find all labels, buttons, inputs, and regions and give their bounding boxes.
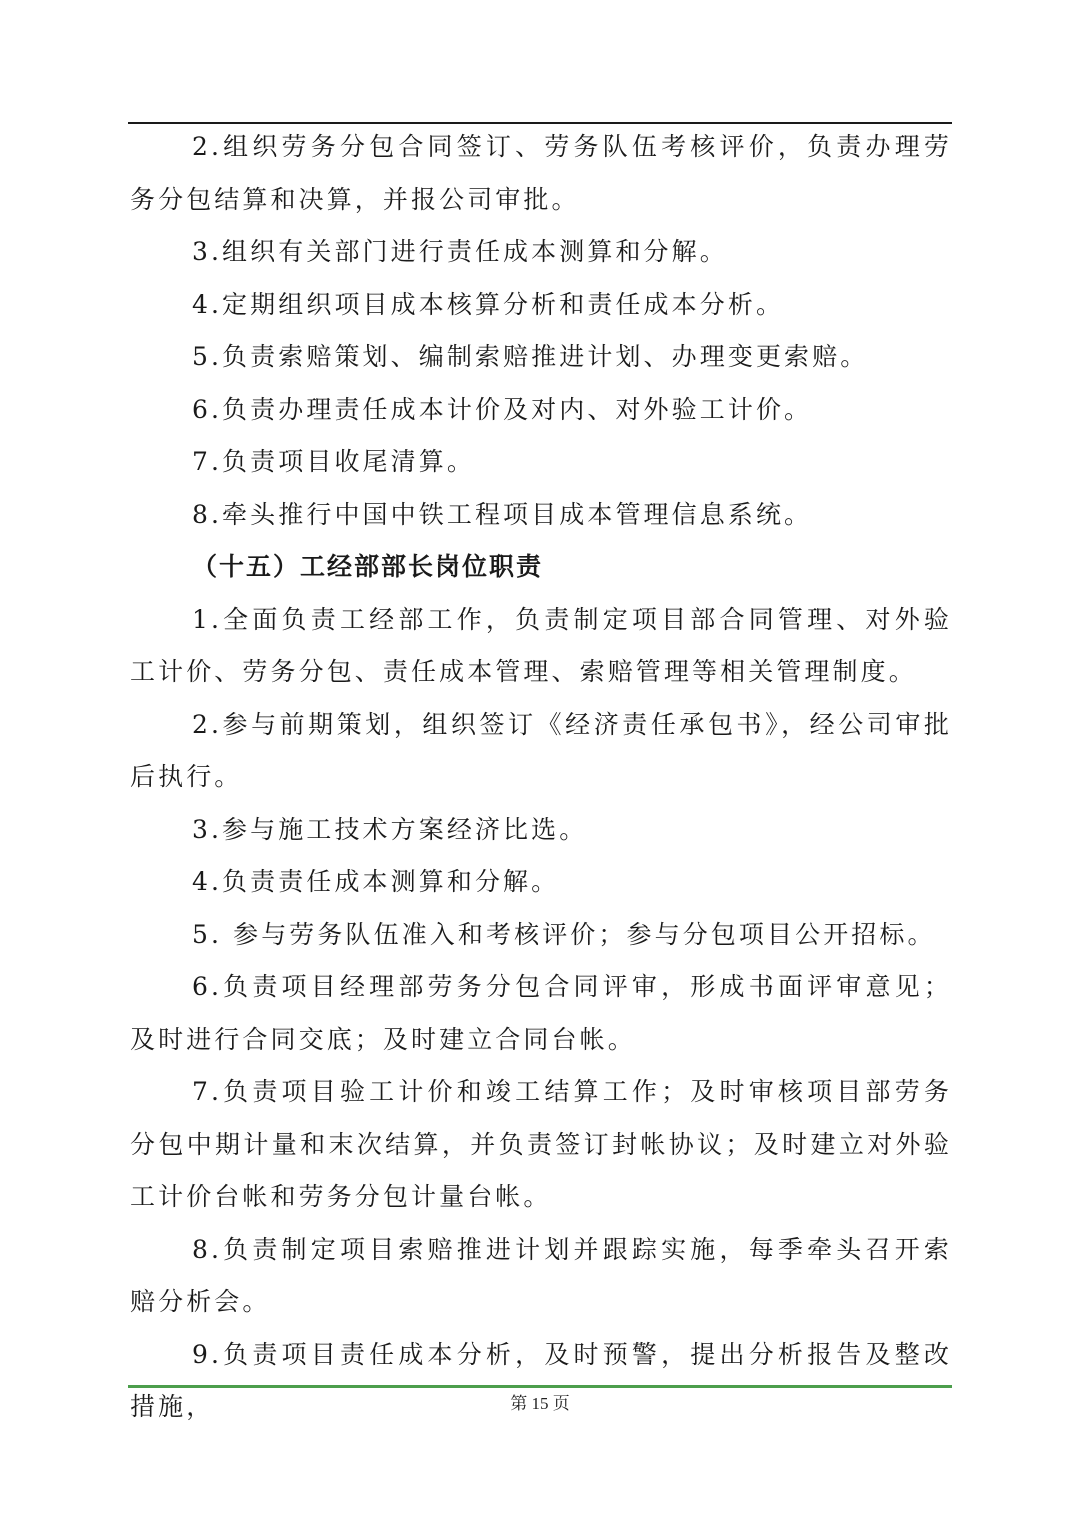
paragraph-item-8: 8.牵头推行中国中铁工程项目成本管理信息系统。 (192, 499, 813, 529)
duty-item-5: 5. 参与劳务队伍准入和考核评价；参与分包项目公开招标。 (192, 919, 936, 949)
duty-item-9: 9.负责项目责任成本分析，及时预警，提出分析报告及整改措施， (130, 1339, 952, 1421)
paragraph-item-5: 5.负责索赔策划、编制索赔推进计划、办理变更索赔。 (192, 342, 869, 371)
duty-item-7: 7.负责项目验工计价和竣工结算工作；及时审核项目部劳务分包中期计量和末次结算，并负责签订封帐协议；及时建立对外验工计价台帐和劳务分包计量台帐。 (130, 1077, 952, 1211)
paragraph-item-6: 6.负责办理责任成本计价及对内、对外验工计价。 (192, 394, 813, 424)
paragraph-item-4: 4.定期组织项目成本核算分析和责任成本分析。 (192, 289, 785, 319)
paragraph-item-7: 7.负责项目收尾清算。 (192, 447, 475, 476)
document-body (130, 121, 952, 1434)
duty-item-6: 6.负责项目经理部劳务分包合同评审，形成书面评审意见；及时进行合同交底；及时建立合同台帐。 (130, 972, 952, 1054)
paragraph-item-2: 2.组织劳务分包合同签订、劳务队伍考核评价，负责办理劳务分包结算和决算，并报公司审批。 (130, 132, 952, 214)
duty-item-3: 3.参与施工技术方案经济比选。 (192, 814, 588, 844)
page-number: 第 15 页 (510, 1394, 570, 1413)
footer-rule (128, 1385, 952, 1388)
duty-item-4: 4.负责责任成本测算和分解。 (192, 867, 560, 896)
paragraph-item-3: 3.组织有关部门进行责任成本测算和分解。 (192, 237, 728, 266)
duty-item-2: 2.参与前期策划，组织签订《经济责任承包书》，经公司审批后执行。 (130, 709, 952, 791)
section-heading: （十五）工经部部长岗位职责 (192, 552, 544, 581)
duty-item-1: 1.全面负责工经部工作，负责制定项目部合同管理、对外验工计价、劳务分包、责任成本管理、索赔管理等相关管理制度。 (130, 604, 952, 686)
duty-item-8: 8.负责制定项目索赔推进计划并跟踪实施，每季牵头召开索赔分析会。 (130, 1234, 952, 1316)
